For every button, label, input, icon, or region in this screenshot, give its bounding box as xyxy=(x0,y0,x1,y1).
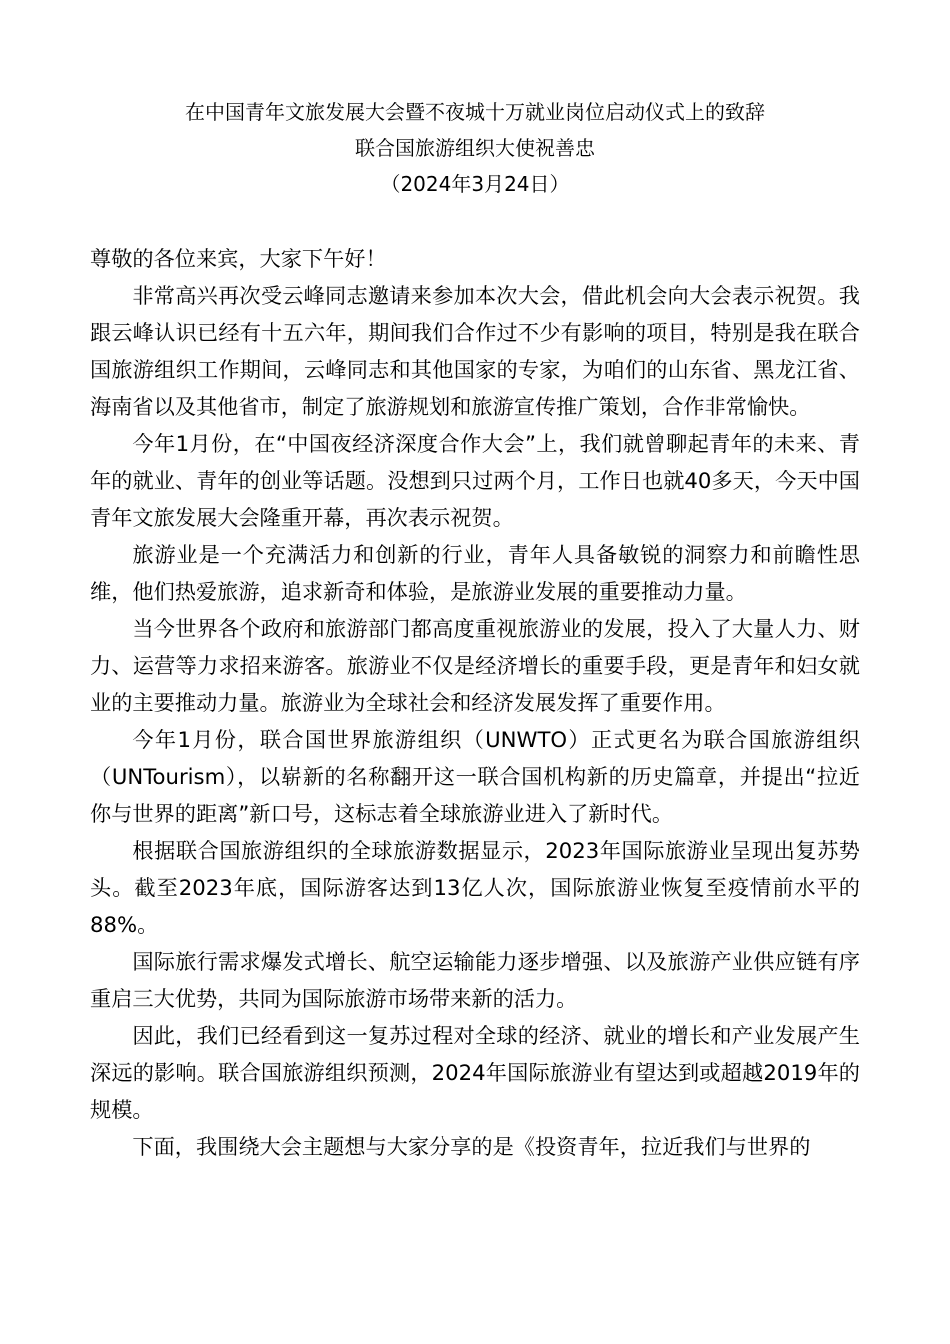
speaker-line: 联合国旅游组织大使祝善忠 xyxy=(355,136,595,160)
body-paragraph: 旅游业是一个充满活力和创新的行业，青年人具备敏锐的洞察力和前瞻性思维，他们热爱旅游，追求新奇和体验，是旅游业发展的重要推动力量。 xyxy=(90,542,860,604)
title-block xyxy=(90,94,860,202)
document-title: 在中国青年文旅发展大会暨不夜城十万就业岗位启动仪式上的致辞 xyxy=(185,100,765,124)
body-paragraph: 今年1月份，在“中国夜经济深度合作大会”上，我们就曾聊起青年的未来、青年的就业、青年的创业等话题。没想到只过两个月，工作日也就40多天，今天中国青年文旅发展大会隆重开幕，再次表示祝贺。 xyxy=(90,431,860,530)
body-paragraph: 今年1月份，联合国世界旅游组织（UNWTO）正式更名为联合国旅游组织（UNTourism），以崭新的名称翻开这一联合国机构新的历史篇章，并提出“拉近你与世界的距离”新口号，这标志着全球旅游业进入了新时代。 xyxy=(90,727,860,826)
body-paragraph: 当今世界各个政府和旅游部门都高度重视旅游业的发展，投入了大量人力、财力、运营等力求招来游客。旅游业不仅是经济增长的重要手段，更是青年和妇女就业的主要推动力量。旅游业为全球社会和经济发展发挥了重要作用。 xyxy=(90,616,860,715)
body-paragraph: 因此，我们已经看到这一复苏过程对全球的经济、就业的增长和产业发展产生深远的影响。联合国旅游组织预测，2024年国际旅游业有望达到或超越2019年的规模。 xyxy=(90,1023,860,1122)
body-paragraph: 国际旅行需求爆发式增长、航空运输能力逐步增强、以及旅游产业供应链有序重启三大优势，共同为国际旅游市场带来新的活力。 xyxy=(90,949,860,1011)
body-paragraph: 非常高兴再次受云峰同志邀请来参加本次大会，借此机会向大会表示祝贺。我跟云峰认识已经有十五六年，期间我们合作过不少有影响的项目，特别是我在联合国旅游组织工作期间，云峰同志和其他国家的专家，为咱们的山东省、黑龙江省、海南省以及其他省市，制定了旅游规划和旅游宣传推广策划，合作非常愉快。 xyxy=(90,283,860,419)
document-page xyxy=(90,94,860,1165)
greeting: 尊敬的各位来宾，大家下午好！ xyxy=(90,246,387,271)
body-paragraph: 下面，我围绕大会主题想与大家分享的是《投资青年，拉近我们与世界的 xyxy=(132,1134,811,1159)
date-line: （2024年3月24日） xyxy=(380,172,570,196)
body-paragraph: 根据联合国旅游组织的全球旅游数据显示，2023年国际旅游业呈现出复苏势头。截至2023年底，国际游客达到13亿人次，国际旅游业恢复至疫情前水平的88%。 xyxy=(90,838,860,937)
